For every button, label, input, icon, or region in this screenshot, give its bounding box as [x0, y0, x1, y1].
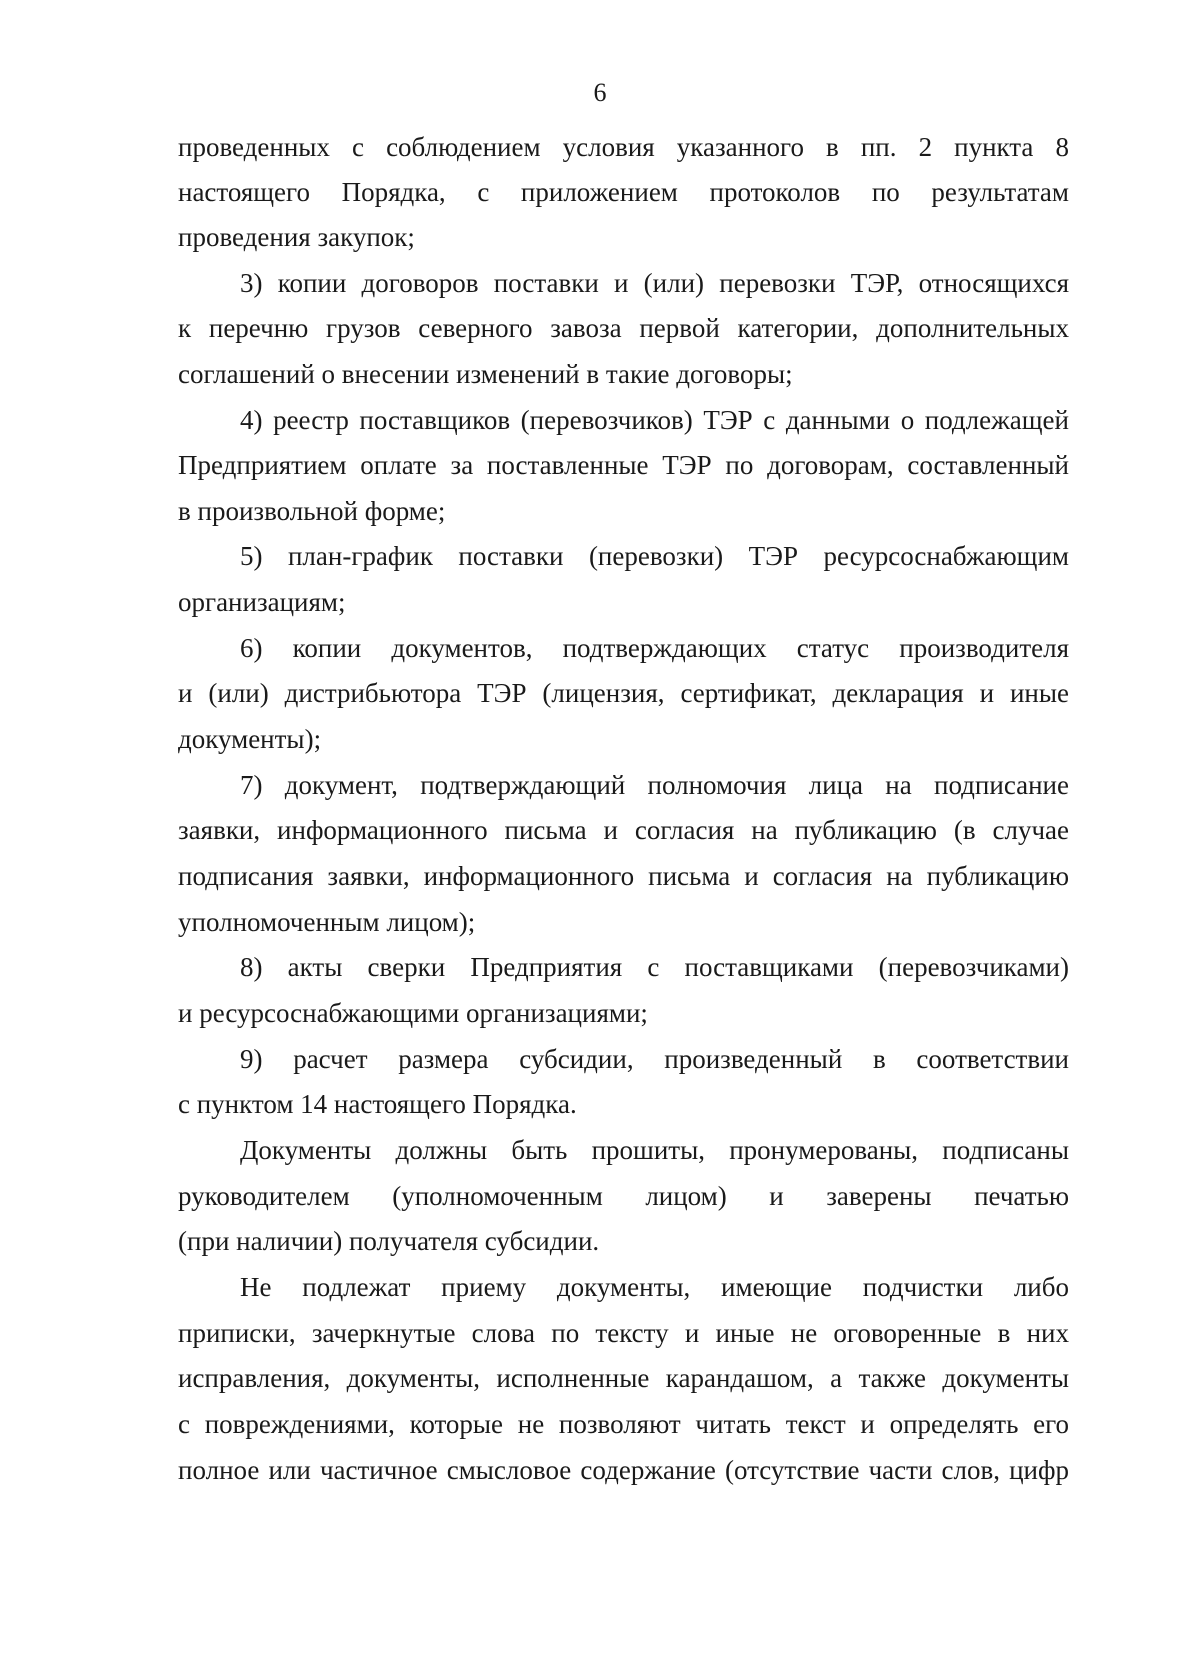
text-line: Не подлежат приему документы, имеющие подчистки либо [240, 1272, 1069, 1302]
text-line: и (или) дистрибьютора ТЭР (лицензия, сертификат, декларация и иные [178, 678, 1069, 708]
text-line: в произвольной форме; [178, 496, 446, 526]
text-line: и ресурсоснабжающими организациями; [178, 998, 648, 1028]
text-line: исправления, документы, исполненные карандашом, а также документы [178, 1363, 1069, 1393]
text-line: с пунктом 14 настоящего Порядка. [178, 1089, 577, 1119]
page-number: 6 [593, 78, 607, 107]
text-line: приписки, зачеркнутые слова по тексту и иные не оговоренные в них [178, 1318, 1069, 1348]
text-line: документы); [178, 724, 322, 754]
text-line: с повреждениями, которые не позволяют читать текст и определять его [178, 1409, 1069, 1439]
text-line: 9) расчет размера субсидии, произведенный в соответствии [240, 1044, 1069, 1074]
text-line: организациям; [178, 587, 346, 617]
text-line: Документы должны быть прошиты, пронумерованы, подписаны [240, 1135, 1069, 1165]
text-line: к перечню грузов северного завоза первой категории, дополнительных [178, 313, 1069, 343]
text-line: подписания заявки, информационного письма и согласия на публикацию [178, 861, 1069, 891]
text-line: Предприятием оплате за поставленные ТЭР по договорам, составленный [178, 450, 1069, 480]
text-line: уполномоченным лицом); [178, 907, 476, 937]
text-line: 8) акты сверки Предприятия с поставщиками (перевозчиками) [240, 952, 1069, 982]
text-line: заявки, информационного письма и согласия на публикацию (в случае [178, 815, 1069, 845]
text-line: проведенных с соблюдением условия указанного в пп. 2 пункта 8 [178, 132, 1069, 162]
text-line: соглашений о внесении изменений в такие договоры; [178, 359, 793, 389]
text-line: 4) реестр поставщиков (перевозчиков) ТЭР с данными о подлежащей [240, 405, 1069, 435]
text-line: 7) документ, подтверждающий полномочия лица на подписание [240, 770, 1069, 800]
text-line: полное или частичное смысловое содержание (отсутствие части слов, цифр [178, 1455, 1069, 1485]
text-line: проведения закупок; [178, 222, 415, 252]
text-line: настоящего Порядка, с приложением протоколов по результатам [178, 177, 1069, 207]
text-line: 3) копии договоров поставки и (или) перевозки ТЭР, относящихся [240, 268, 1069, 298]
text-line: (при наличии) получателя субсидии. [178, 1226, 600, 1256]
text-line: 6) копии документов, подтверждающих статус производителя [240, 633, 1069, 663]
text-line: руководителем (уполномоченным лицом) и заверены печатью [178, 1181, 1069, 1211]
text-line: 5) план-график поставки (перевозки) ТЭР ресурсоснабжающим [240, 541, 1069, 571]
